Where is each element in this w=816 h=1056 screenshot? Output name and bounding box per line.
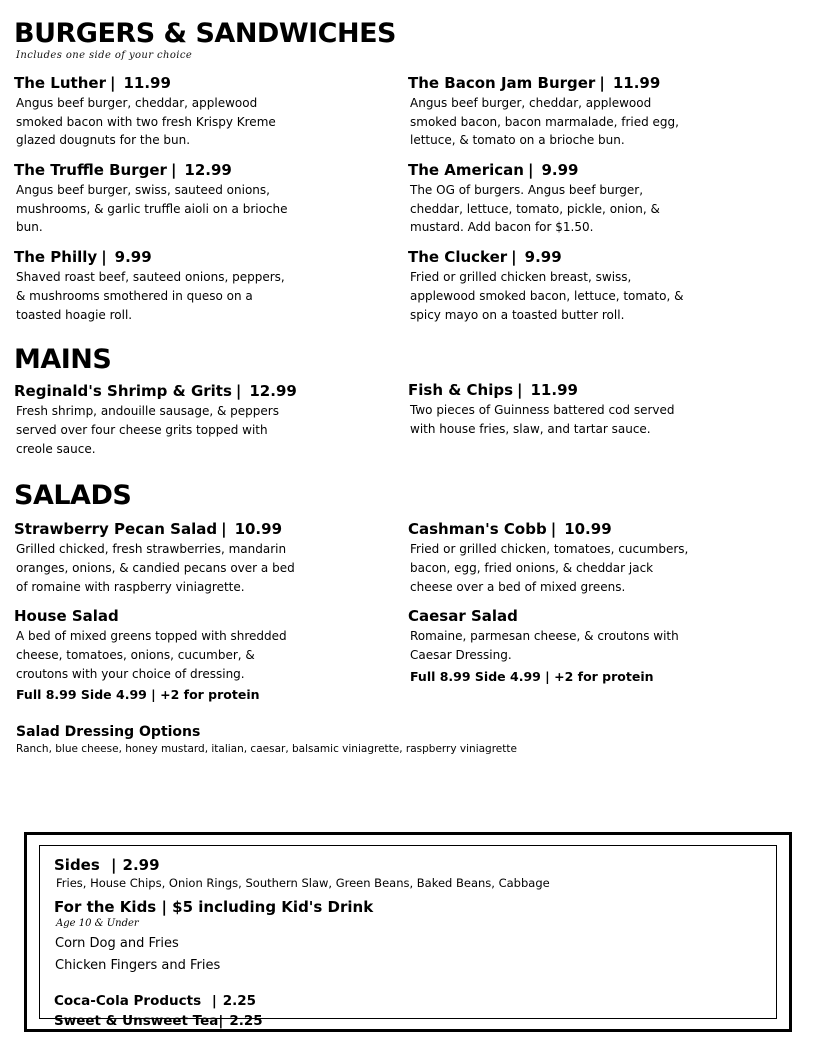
drink-separator: |	[218, 1013, 224, 1029]
item-heading	[408, 75, 806, 92]
item-separator: |	[170, 161, 177, 180]
kids-item: Corn Dog and Fries	[55, 936, 179, 951]
item-description: Angus beef burger, cheddar, applewood smoked bacon with two fresh Krispy Kreme glazed dougnuts for the bun.	[16, 96, 276, 148]
menu-item	[14, 608, 398, 702]
item-description: Romaine, parmesan cheese, & croutons with Caesar Dressing.	[410, 629, 679, 662]
item-price: 12.99	[184, 161, 232, 180]
item-separator: |	[599, 74, 605, 92]
item-heading	[14, 383, 398, 400]
section-body-salads	[0, 521, 816, 714]
item-heading	[408, 162, 806, 179]
item-description: Shaved roast beef, sauteed onions, peppers, & mushrooms smothered in queso on a toasted hoagie roll.	[16, 270, 285, 322]
salad-dressing-list: Ranch, blue cheese, honey mustard, italian, caesar, balsamic viniagrette, raspberry viniagrette	[16, 743, 517, 756]
menu-item	[408, 249, 806, 324]
item-price-line: Full 8.99 Side 4.99 | +2 for protein	[16, 687, 260, 703]
menu-item	[408, 75, 806, 150]
section-title: MAINS	[14, 344, 112, 376]
item-name: The Luther	[14, 74, 106, 92]
item-price: 12.99	[249, 382, 297, 401]
item-heading	[408, 249, 806, 266]
menu-item	[408, 608, 806, 683]
item-price: 11.99	[612, 74, 661, 92]
salad-dressing-block	[0, 724, 816, 755]
item-heading	[408, 382, 806, 399]
drink-name: Coca-Cola Products	[54, 993, 202, 1009]
item-separator: |	[511, 248, 517, 267]
item-description: A bed of mixed greens topped with shredded cheese, tomatoes, onions, cucumber, & croutons with your choice of dressing.	[16, 629, 287, 681]
item-name: House Salad	[14, 607, 119, 626]
item-heading	[14, 75, 398, 92]
menu-item	[408, 521, 806, 596]
sides-heading	[54, 856, 762, 874]
salad-dressing-title: Salad Dressing Options	[16, 724, 201, 741]
item-separator: |	[235, 382, 242, 401]
menu-item	[14, 75, 398, 150]
item-separator: |	[221, 520, 227, 539]
item-name: Caesar Salad	[408, 607, 518, 626]
kids-age-note: Age 10 & Under	[56, 918, 139, 929]
item-name: Fish & Chips	[408, 381, 514, 400]
salads-right-column	[408, 521, 816, 714]
drink-price: 2.25	[222, 993, 257, 1009]
menu-item	[14, 249, 398, 324]
menu-item	[14, 521, 398, 596]
item-heading	[14, 162, 398, 179]
item-separator: |	[517, 381, 523, 400]
item-description: The OG of burgers. Angus beef burger, cheddar, lettuce, tomato, pickle, onion, & mustard. Add bacon for $1.50.	[410, 183, 660, 235]
item-heading	[14, 521, 398, 538]
item-heading	[14, 249, 398, 266]
burgers-right-column	[408, 75, 816, 336]
item-name: Strawberry Pecan Salad	[14, 520, 218, 539]
sides-list: Fries, House Chips, Onion Rings, Southern Slaw, Green Beans, Baked Beans, Cabbage	[56, 876, 550, 890]
salads-left-column	[0, 521, 408, 714]
box-inner-border	[39, 845, 777, 1029]
drink-price: 2.25	[229, 1013, 263, 1029]
sides-separator: |	[111, 856, 117, 874]
item-heading	[14, 608, 398, 625]
menu-item	[408, 162, 806, 237]
sides-price: 2.99	[122, 856, 160, 874]
burgers-left-column	[0, 75, 408, 336]
item-name: Cashman's Cobb	[408, 520, 547, 539]
item-separator: |	[550, 520, 557, 539]
kids-heading: For the Kids | $5 including Kid's Drink	[54, 898, 374, 916]
section-header-burgers	[0, 0, 816, 61]
sides-title: Sides	[54, 856, 100, 874]
section-header-salads	[0, 480, 816, 512]
item-description: Grilled chicked, fresh strawberries, mandarin oranges, onions, & candied pecans over a bed of romaine with raspberry viniagrette.	[16, 542, 295, 594]
section-body-mains	[0, 383, 816, 470]
drink-row	[54, 993, 762, 1009]
item-description: Fried or grilled chicken breast, swiss, applewood smoked bacon, lettuce, tomato, & spicy mayo on a toasted butter roll.	[410, 270, 684, 322]
mains-right-column	[408, 383, 816, 470]
mains-left-column	[0, 383, 408, 470]
section-subtitle: Includes one side of your choice	[16, 50, 193, 61]
item-separator: |	[527, 161, 534, 180]
drink-row	[54, 1013, 762, 1029]
item-price: 9.99	[541, 161, 579, 180]
item-name: Reginald's Shrimp & Grits	[14, 382, 232, 401]
item-heading	[408, 608, 806, 625]
item-separator: |	[101, 248, 107, 267]
kids-item: Chicken Fingers and Fries	[55, 958, 221, 973]
menu-item	[14, 162, 398, 237]
sides-kids-drinks-box	[24, 832, 792, 1032]
menu-item	[14, 383, 398, 458]
item-price: 11.99	[530, 381, 578, 400]
item-description: Fresh shrimp, andouille sausage, & peppers served over four cheese grits topped with creole sauce.	[16, 404, 279, 456]
drink-name: Sweet & Unsweet Tea	[54, 1013, 219, 1029]
item-description: Two pieces of Guinness battered cod served with house fries, slaw, and tartar sauce.	[410, 403, 675, 436]
section-body-burgers	[0, 75, 816, 336]
item-name: The Truffle Burger	[14, 161, 167, 180]
section-title: BURGERS & SANDWICHES	[14, 18, 396, 49]
item-description: Angus beef burger, cheddar, applewood smoked bacon, bacon marmalade, fried egg, lettuce, & tomato on a brioche bun.	[410, 96, 679, 148]
item-price: 10.99	[564, 520, 612, 539]
section-title: SALADS	[14, 480, 132, 512]
item-separator: |	[109, 74, 116, 92]
item-name: The American	[408, 161, 524, 180]
drink-separator: |	[211, 993, 217, 1009]
item-price: 11.99	[123, 74, 171, 92]
item-name: The Bacon Jam Burger	[408, 74, 596, 92]
item-price: 9.99	[114, 248, 152, 267]
item-name: The Philly	[14, 248, 98, 267]
menu-item	[408, 382, 806, 438]
section-header-mains	[0, 344, 816, 376]
item-price: 10.99	[234, 520, 283, 539]
item-price: 9.99	[524, 248, 562, 267]
item-heading	[408, 521, 806, 538]
item-name: The Clucker	[408, 248, 508, 267]
item-description: Angus beef burger, swiss, sauteed onions, mushrooms, & garlic truffle aioli on a brioche bun.	[16, 183, 288, 235]
item-price-line: Full 8.99 Side 4.99 | +2 for protein	[410, 668, 654, 684]
item-description: Fried or grilled chicken, tomatoes, cucumbers, bacon, egg, fried onions, & cheddar jack cheese over a bed of mixed greens.	[410, 542, 689, 594]
